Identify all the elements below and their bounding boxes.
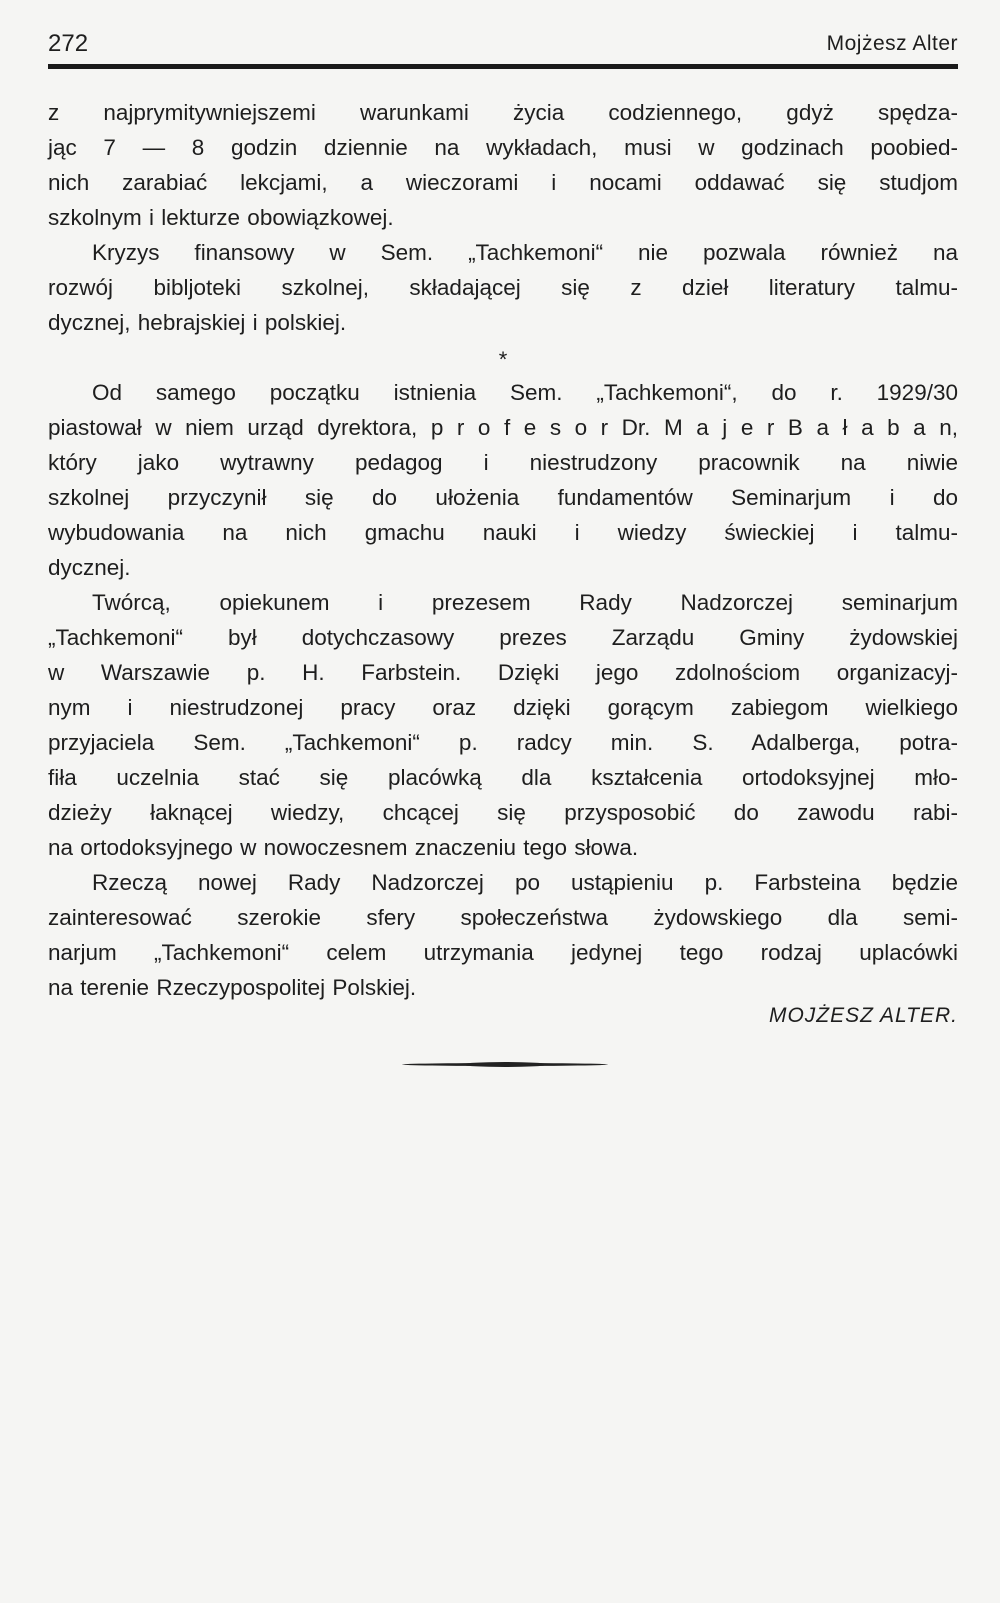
text-line: przyjaciela Sem. „Tachkemoni“ p. radcy min. S. Adalberga, potra- <box>48 730 958 755</box>
page-number: 272 <box>48 30 89 57</box>
running-title: Mojżesz Alter <box>826 32 958 55</box>
text-line: „Tachkemoni“ był dotychczasowy prezes Zarządu Gminy żydowskiej <box>48 625 958 650</box>
paragraph <box>48 585 958 865</box>
text-line: wybudowania na nich gmachu nauki i wiedzy świeckiej i talmu- <box>48 520 958 545</box>
text-line: który jako wytrawny pedagog i niestrudzony pracownik na niwie <box>48 450 958 475</box>
paragraph <box>48 865 958 1005</box>
paragraph <box>48 235 958 340</box>
text-line: Od samego początku istnienia Sem. „Tachkemoni“, do r. 1929/30 <box>92 380 958 405</box>
text-line: fiła uczelnia stać się placówką dla kształcenia ortodoksyjnej mło- <box>48 765 958 790</box>
text-line: Twórcą, opiekunem i prezesem Rady Nadzorczej seminarjum <box>92 590 958 615</box>
end-ornament-rule <box>402 1063 608 1066</box>
text-line: rozwój bibljoteki szkolnej, składającej się z dzieł literatury talmu- <box>48 275 958 300</box>
text-line: nich zarabiać lekcjami, a wieczorami i nocami oddawać się studjom <box>48 170 958 195</box>
paragraph <box>48 95 958 235</box>
text-line: Kryzys finansowy w Sem. „Tachkemoni“ nie pozwala również na <box>92 240 958 265</box>
text-line: w Warszawie p. H. Farbstein. Dzięki jego zdolnościom organizacyj- <box>48 660 958 685</box>
article-body <box>48 95 958 1005</box>
author-signature: MOJŻESZ ALTER. <box>768 1004 958 1027</box>
text-line: jąc 7 — 8 godzin dziennie na wykładach, musi w godzinach poobied- <box>48 135 958 160</box>
text-line: dzieży łaknącej wiedzy, chcącej się przysposobić do zawodu rabi- <box>48 800 958 825</box>
text-line: narjum „Tachkemoni“ celem utrzymania jedynej tego rodzaj uplacówki <box>48 940 958 965</box>
section-separator: * <box>498 347 508 372</box>
text-line: zainteresować szerokie sfery społeczeństwa żydowskiego dla semi- <box>48 905 958 930</box>
text-line: szkolnej przyczynił się do ułożenia fundamentów Seminarjum i do <box>48 485 958 510</box>
text-line: Rzeczą nowej Rady Nadzorczej po ustąpieniu p. Farbsteina będzie <box>92 870 958 895</box>
header-rule <box>48 64 958 69</box>
text-line: piastował w niem urząd dyrektora, p r o f e s o r Dr. M a j e r B a ł a b a n, <box>48 415 958 440</box>
text-line: szkolnym i lekturze obowiązkowej. <box>48 205 394 230</box>
text-line: dycznej. <box>48 555 131 580</box>
paragraph <box>48 375 958 585</box>
text-line: na terenie Rzeczypospolitej Polskiej. <box>48 975 417 1000</box>
text-line: na ortodoksyjnego w nowoczesnem znaczeniu tego słowa. <box>48 835 639 860</box>
page-header <box>48 30 958 60</box>
text-line: z najprymitywniejszemi warunkami życia codziennego, gdyż spędza- <box>48 100 958 125</box>
text-line: nym i niestrudzonej pracy oraz dzięki gorącym zabiegom wielkiego <box>48 695 958 720</box>
text-line: dycznej, hebrajskiej i polskiej. <box>48 310 347 335</box>
